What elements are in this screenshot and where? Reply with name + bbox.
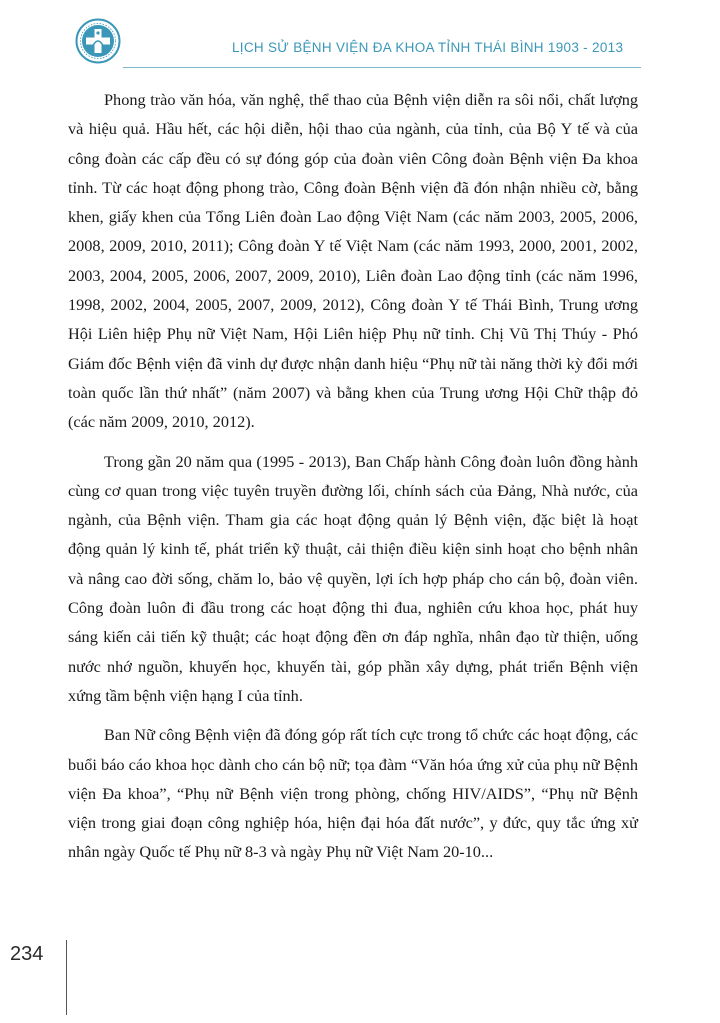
running-header-title: LỊCH SỬ BỆNH VIỆN ĐA KHOA TỈNH THÁI BÌNH 1903 - 2013 [232, 40, 624, 55]
page-number: 234 [10, 943, 44, 965]
paragraph: Phong trào văn hóa, văn nghệ, thể thao của Bệnh viện diễn ra sôi nổi, chất lượng và hiệu quả. Hầu hết, các hội diễn, hội thao của ngành, của tỉnh, của Bộ Y tế và của công đoàn các cấp đều có sự đóng góp của đoàn viên Công đoàn Bệnh viện Đa khoa tỉnh. Từ các hoạt động phong trào, Công đoàn Bệnh viện đã đón nhận nhiều cờ, bằng khen, giấy khen của Tổng Liên đoàn Lao động Việt Nam (các năm 2003, 2005, 2006, 2008, 2009, 2010, 2011); Công đoàn Y tế Việt Nam (các năm 1993, 2000, 2001, 2002, 2003, 2004, 2005, 2006, 2007, 2009, 2010), Liên đoàn Lao động tỉnh (các năm 1996, 1998, 2002, 2004, 2005, 2007, 2009, 2012), Công đoàn Y tế Thái Bình, Trung ương Hội Liên hiệp Phụ nữ Việt Nam, Hội Liên hiệp Phụ nữ tỉnh. Chị Vũ Thị Thúy - Phó Giám đốc Bệnh viện đã vinh dự được nhận danh hiệu “Phụ nữ tài năng thời kỳ đổi mới toàn quốc lần thứ nhất” (năm 2007) và bằng khen của Trung ương Hội Chữ thập đỏ (các năm 2009, 2010, 2012). [68, 90, 638, 432]
paragraph: Ban Nữ công Bệnh viện đã đóng góp rất tích cực trong tổ chức các hoạt động, các buổi báo cáo khoa học dành cho cán bộ nữ; tọa đàm “Văn hóa ứng xử của phụ nữ Bệnh viện Đa khoa”, “Phụ nữ Bệnh viện trong phòng, chống HIV/AIDS”, “Phụ nữ Bệnh viện trong giai đoạn công nghiệp hóa, hiện đại hóa đất nước”, y đức, quy tắc ứng xử nhân ngày Quốc tế Phụ nữ 8-3 và ngày Phụ nữ Việt Nam 20-10... [68, 725, 638, 862]
paragraph: Trong gần 20 năm qua (1995 - 2013), Ban Chấp hành Công đoàn luôn đồng hành cùng cơ quan trong việc tuyên truyền đường lối, chính sách của Đảng, Nhà nước, của ngành, của Bệnh viện. Tham gia các hoạt động quản lý Bệnh viện, đặc biệt là hoạt động quản lý kinh tế, phát triển kỹ thuật, cải thiện điều kiện sinh hoạt cho bệnh nhân và nâng cao đời sống, chăm lo, bảo vệ quyền, lợi ích hợp pháp cho cán bộ, đoàn viên. Công đoàn luôn đi đầu trong các hoạt động thi đua, nghiên cứu khoa học, phát huy sáng kiến cải tiến kỹ thuật; các hoạt động đền ơn đáp nghĩa, nhân đạo từ thiện, uống nước nhớ nguồn, khuyến học, khuyến tài, góp phần xây dựng, phát triển Bệnh viện xứng tầm bệnh viện hạng I của tỉnh. [68, 451, 638, 705]
body-text [68, 85, 638, 877]
header-divider [123, 67, 641, 68]
footer-divider [66, 940, 67, 1015]
hospital-emblem-icon [75, 18, 121, 64]
